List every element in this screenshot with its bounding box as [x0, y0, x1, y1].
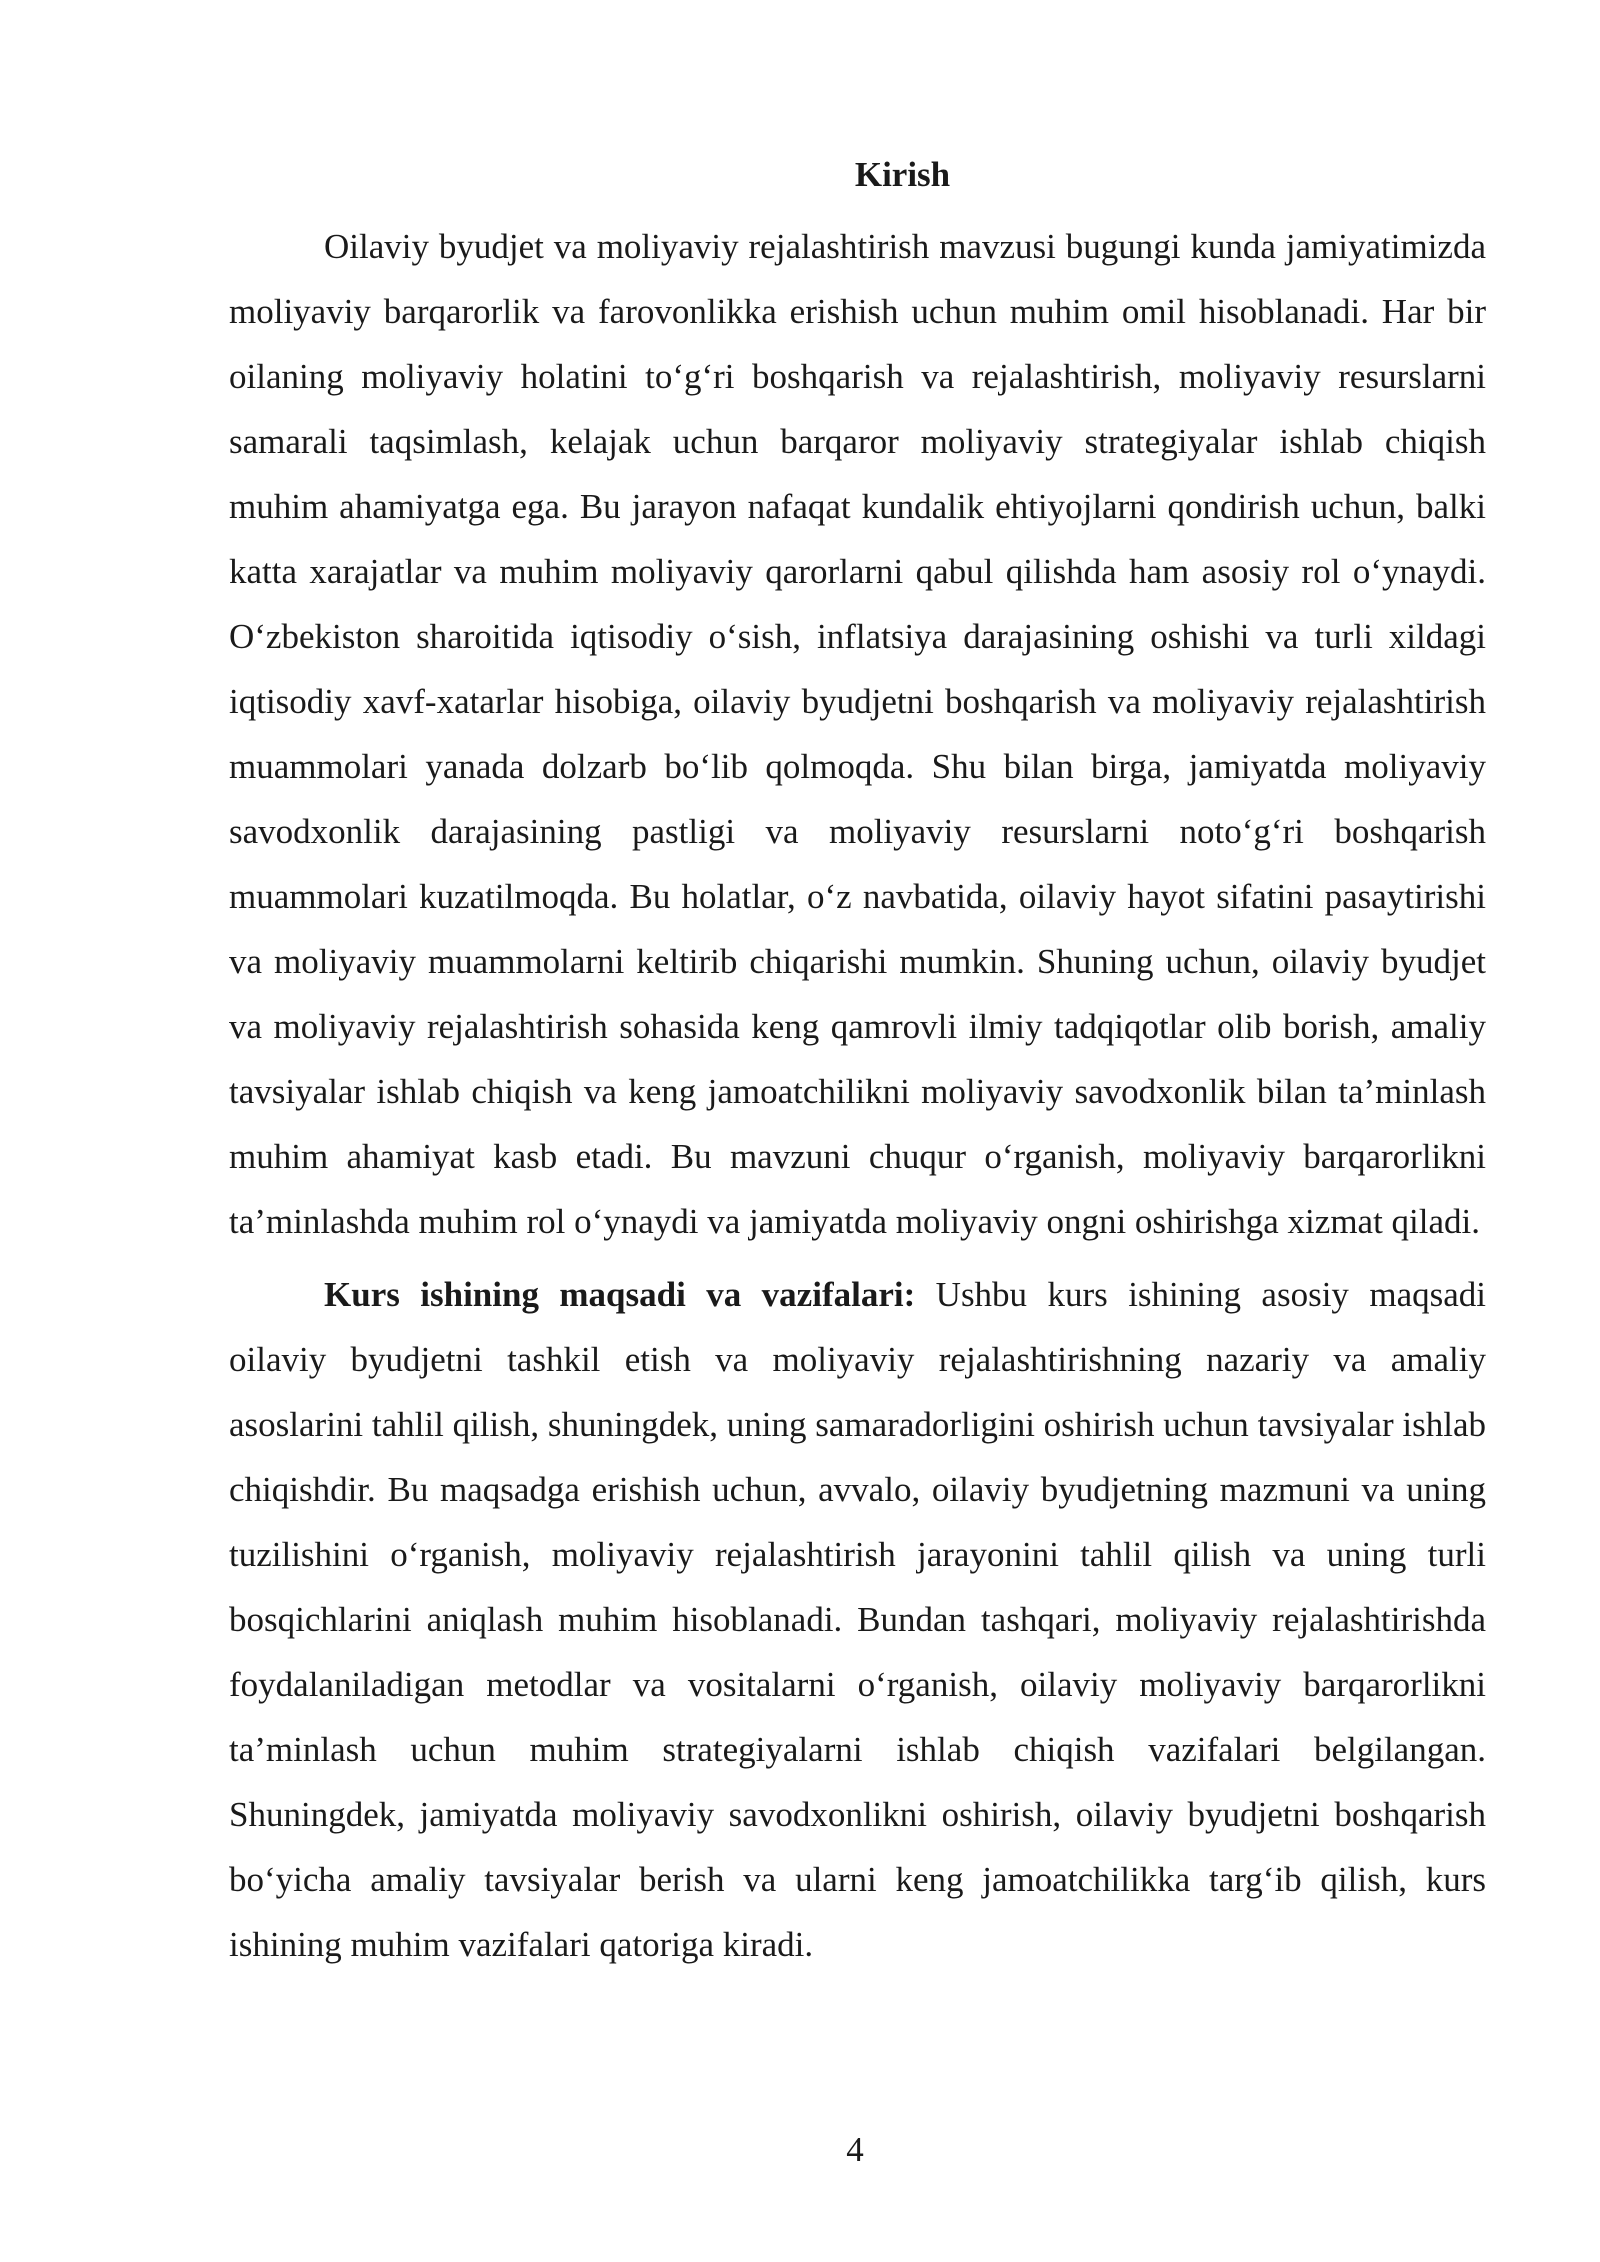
goals-paragraph-lead: Kurs ishining maqsadi va vazifalari:: [324, 1275, 916, 1314]
intro-paragraph-text: Oilaviy byudjet va moliyaviy rejalashtirish mavzusi bugungi kunda jamiyatimizda moliyaviy barqarorlik va farovonlikka erishish uchun muhim omil hisoblanadi. Har bir oilaning moliyaviy holatini to‘g‘ri boshqarish va rejalashtirish, moliyaviy resurslarni samarali taqsimlash, kelajak uchun barqaror moliyaviy strategiyalar ishlab chiqish muhim ahamiyatga ega. Bu jarayon nafaqat kundalik ehtiyojlarni qondirish uchun, balki katta xarajatlar va muhim moliyaviy qarorlarni qabul qilishda ham asosiy rol o‘ynaydi. O‘zbekiston sharoitida iqtisodiy o‘sish, inflatsiya darajasining oshishi va turli xildagi iqtisodiy xavf-xatarlar hisobiga, oilaviy byudjetni boshqarish va moliyaviy rejalashtirish muammolari yanada dolzarb bo‘lib qolmoqda. Shu bilan birga, jamiyatda moliyaviy savodxonlik darajasining pastligi va moliyaviy resurslarni noto‘g‘ri boshqarish muammolari kuzatilmoqda. Bu holatlar, o‘z navbatida, oilaviy hayot sifatini pasaytirishi va moliyaviy muammolarni keltirib chiqarishi mumkin. Shuning uchun, oilaviy byudjet va moliyaviy rejalashtirish sohasida keng qamrovli ilmiy tadqiqotlar olib borish, amaliy tavsiyalar ishlab chiqish va keng jamoatchilikni moliyaviy savodxonlik bilan ta’minlash muhim ahamiyat kasb etadi. Bu mavzuni chuqur o‘rganish, moliyaviy barqarorlikni ta’minlashda muhim rol o‘ynaydi va jamiyatda moliyaviy ongni oshirishga xizmat qiladi.: [229, 227, 1486, 1241]
intro-paragraph: [229, 214, 1486, 1254]
goals-paragraph: [229, 1262, 1486, 1977]
section-heading: Kirish: [854, 155, 951, 194]
page-content: [229, 150, 1486, 1977]
page-number: 4: [846, 2130, 864, 2169]
goals-paragraph-text: Ushbu kurs ishining asosiy maqsadi oilaviy byudjetni tashkil etish va moliyaviy rejalashtirishning nazariy va amaliy asoslarini tahlil qilish, shuningdek, uning samaradorligini oshirish uchun tavsiyalar ishlab chiqishdir. Bu maqsadga erishish uchun, avvalo, oilaviy byudjetning mazmuni va uning tuzilishini o‘rganish, moliyaviy rejalashtirish jarayonini tahlil qilish va uning turli bosqichlarini aniqlash muhim hisoblanadi. Bundan tashqari, moliyaviy rejalashtirishda foydalaniladigan metodlar va vositalarni o‘rganish, oilaviy moliyaviy barqarorlikni ta’minlash uchun muhim strategiyalarni ishlab chiqish vazifalari belgilangan. Shuningdek, jamiyatda moliyaviy savodxonlikni oshirish, oilaviy byudjetni boshqarish bo‘yicha amaliy tavsiyalar berish va ularni keng jamoatchilikka targ‘ib qilish, kurs ishining muhim vazifalari qatoriga kiradi.: [229, 1275, 1486, 1964]
